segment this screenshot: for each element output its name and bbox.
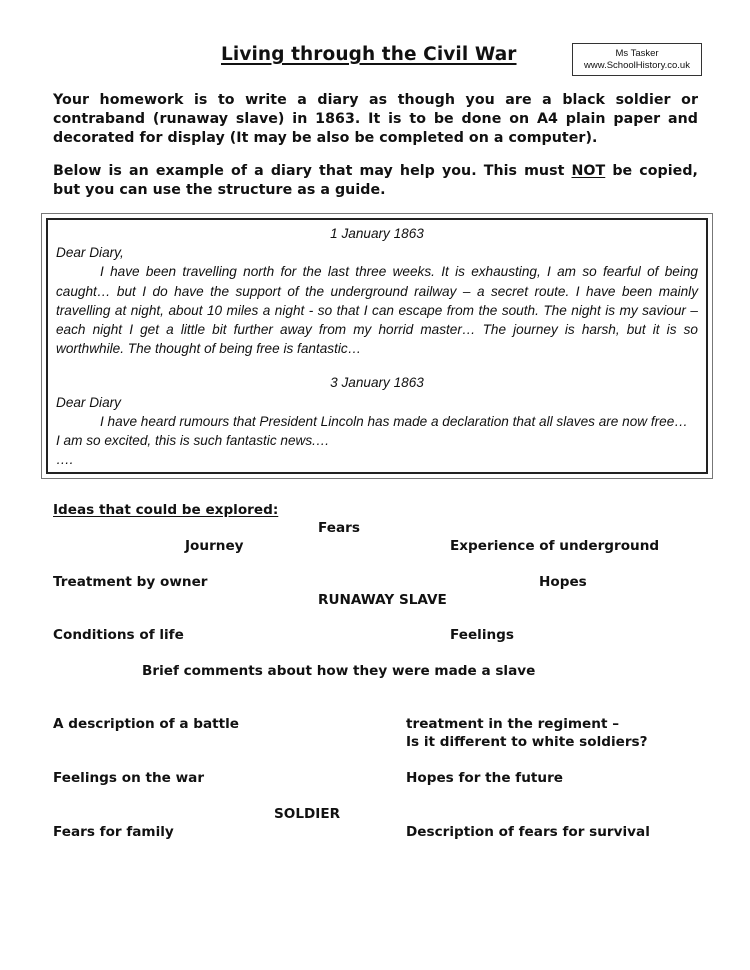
idea-different-to-white-soldiers: Is it different to white soldiers? [406, 734, 648, 750]
diary-entry-date: 3 January 1863 [330, 375, 424, 391]
diary-entry-greeting: Dear Diary, [56, 245, 124, 261]
diary-entry-line: I have heard rumours that President Lincoln has made a declaration that all slaves are now free… [100, 413, 688, 429]
idea-conditions-of-life: Conditions of life [53, 627, 184, 643]
example-note-text: be copied, [605, 163, 698, 179]
instruction-line: Your homework is to write a diary as though you are a black soldier or [53, 92, 698, 108]
runaway-slave-label: RUNAWAY SLAVE [318, 592, 447, 608]
idea-hopes-for-future: Hopes for the future [406, 770, 563, 786]
diary-entry-line: travelling at night, about 10 miles a night - so that I can escape from the south. The night is my saviour – [56, 302, 698, 318]
diary-entry-line: each night I get a little bit further away from my horrid master… The journey is harsh, but it is so [56, 322, 698, 338]
example-note-line: but you can use the structure as a guide. [53, 182, 386, 198]
diary-example-content [46, 218, 708, 474]
idea-treatment-in-regiment: treatment in the regiment – [406, 716, 619, 732]
instruction-line: decorated for display (It may be also be completed on a computer). [53, 130, 598, 146]
idea-feelings: Feelings [450, 627, 514, 643]
idea-journey: Journey [185, 538, 244, 554]
idea-feelings-on-war: Feelings on the war [53, 770, 205, 786]
ideas-heading: Ideas that could be explored: [53, 502, 279, 518]
soldier-label: SOLDIER [274, 806, 341, 822]
idea-treatment-by-owner: Treatment by owner [53, 574, 208, 590]
page-title: Living through the Civil War [221, 44, 517, 65]
idea-description-of-battle: A description of a battle [53, 716, 240, 732]
author-name: Ms Tasker [615, 48, 659, 59]
example-note-line [53, 162, 698, 181]
diary-entry-greeting: Dear Diary [56, 394, 121, 410]
author-website: www.SchoolHistory.co.uk [584, 60, 690, 71]
example-note [53, 162, 698, 200]
diary-entry-line: worthwhile. The thought of being free is fantastic… [56, 341, 362, 357]
idea-fears-for-survival: Description of fears for survival [406, 824, 650, 840]
idea-fears: Fears [318, 520, 360, 536]
entry-spacer [56, 358, 698, 373]
instruction-line: contraband (runaway slave) in 1863. It is to be done on A4 plain paper and [53, 111, 698, 127]
author-badge [572, 43, 702, 76]
diary-example-box [41, 213, 713, 479]
not-emphasis: NOT [571, 163, 606, 179]
idea-fears-for-family: Fears for family [53, 824, 174, 840]
diary-entry-line: I am so excited, this is such fantastic news.… [56, 433, 330, 449]
idea-hopes: Hopes [539, 574, 587, 590]
example-note-text: Below is an example of a diary that may help you. This must [53, 163, 572, 179]
idea-experience-of-underground: Experience of underground [450, 538, 660, 554]
diary-entry-date: 1 January 1863 [330, 226, 424, 241]
idea-brief-comments: Brief comments about how they were made a slave [142, 663, 536, 679]
diary-entry-line: caught… but I do have the support of the underground railway – a secret route. I have been mainly [56, 283, 698, 299]
homework-instructions [53, 91, 698, 148]
diary-entry-line: …. [56, 452, 74, 468]
diary-entry-line: I have been travelling north for the last three weeks. It is exhausting, I am so fearful of being [100, 264, 698, 280]
